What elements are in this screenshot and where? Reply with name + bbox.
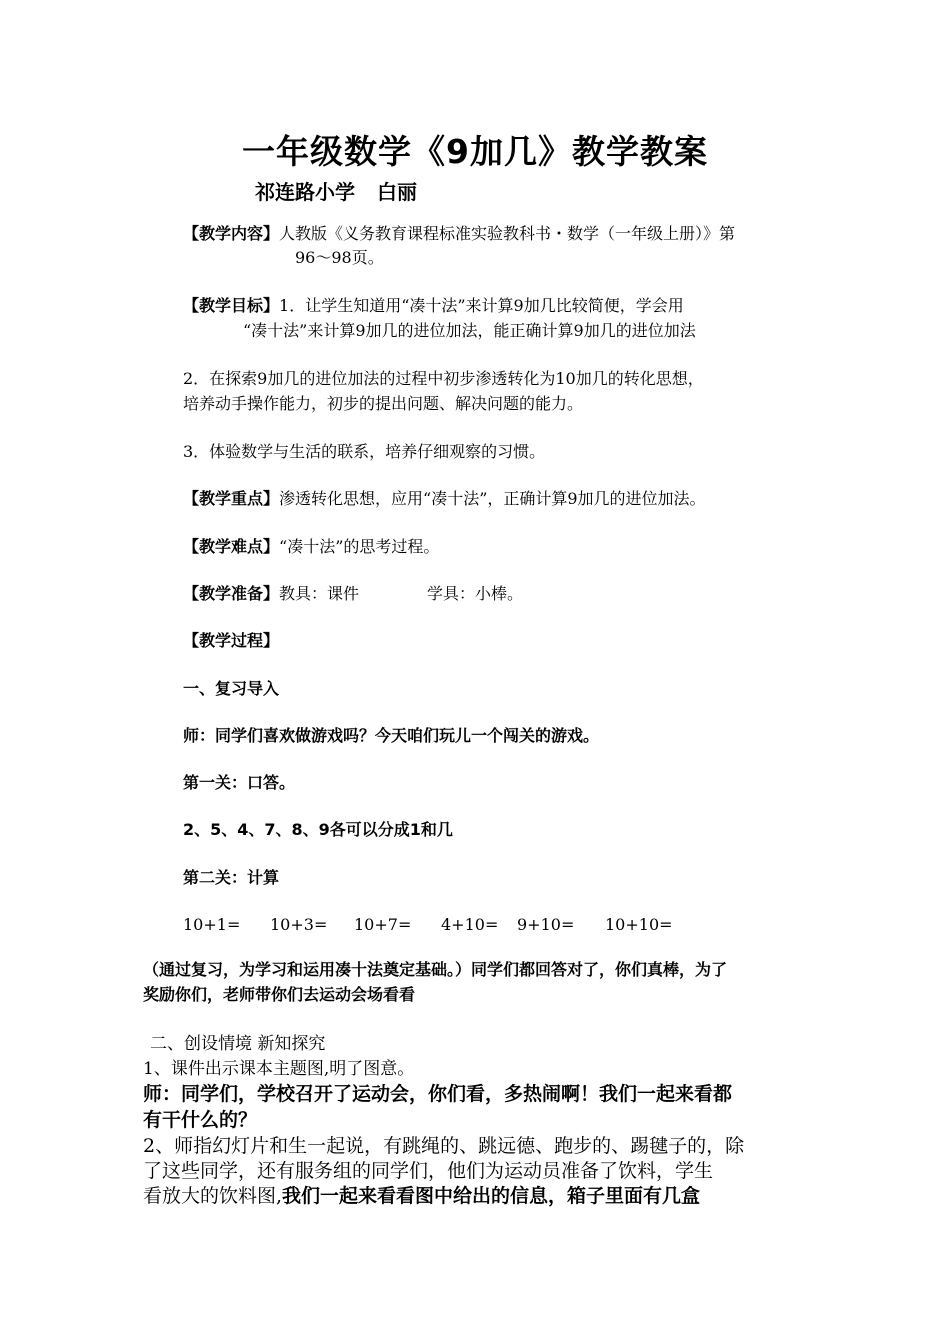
key-point-text: 渗透转化思想，应用“凑十法”，正确计算9加几的进位加法。 [279,489,706,508]
calc-item: 4+10= [441,915,499,934]
level1-heading: 第一关：口答。 [183,773,296,792]
key-point-paragraph [183,487,706,511]
section2-teacher-line1: 师：同学们，学校召开了运动会，你们看，多热闹啊！我们一起来看都 [143,1083,733,1105]
level2-heading: 第二关：计算 [183,868,280,887]
goals-label: 【教学目标】 [183,296,280,315]
difficulty-paragraph [183,535,439,559]
preparation-label: 【教学准备】 [183,584,280,603]
key-point-label: 【教学重点】 [183,489,280,508]
calc-item: 10+1= [183,915,241,934]
content-text-line2: 96～98页。 [295,248,384,267]
goal3: 3．体验数学与生活的联系，培养仔细观察的习惯。 [183,442,546,461]
section2-item2-line3 [143,1183,700,1209]
section1-teacher-line: 师：同学们喜欢做游戏吗？今天咱们玩儿一个闯关的游戏。 [183,726,600,745]
section2-item2-line1: 2、师指幻灯片和生一起说，有跳绳的、跳远德、跑步的、踢毽子的，除 [143,1135,745,1157]
content-label: 【教学内容】 [183,224,280,243]
author-name: 白丽 [377,180,417,204]
preparation-student: 学具：小棒。 [427,584,524,603]
calc-item: 9+10= [517,915,575,934]
calc-item: 10+3= [270,915,328,934]
section2-item1: 1、课件出示课本主题图,明了图意。 [143,1059,415,1079]
calc-item: 10+10= [605,915,673,934]
level1-question: 2、5、4、7、8、9各可以分成1和几 [183,820,453,839]
page-title: 一年级数学《9加几》教学教案 [242,132,708,171]
section2-teacher-line2: 有干什么的？ [143,1109,258,1131]
section1-summary-line2: 奖励你们，老师带你们去运动会场看看 [143,985,416,1004]
difficulty-label: 【教学难点】 [183,537,280,556]
author-school: 祁连路小学 [255,180,355,204]
section2-heading: 二、创设情境 新知探究 [150,1034,326,1054]
preparation-paragraph [183,582,523,606]
section2-item2-line2: 了这些同学，还有服务组的同学们，他们为运动员准备了饮料，学生 [143,1160,714,1182]
goal1-line1: 1．让学生知道用“凑十法”来计算9加几比较简便，学会用 [279,296,684,315]
goals-paragraph [183,294,684,318]
process-label: 【教学过程】 [183,631,280,650]
section1-heading: 一、复习导入 [183,679,280,698]
section2-item2-line3-plain: 看放大的饮料图, [143,1185,283,1207]
content-text-line1: 人教版《义务教育课程标准实验教科书・数学（一年级上册）》第 [279,224,736,243]
goal2-line2: 培养动手操作能力，初步的提出问题、解决问题的能力。 [183,394,584,413]
content-paragraph [183,222,735,246]
goal1-line2: “凑十法”来计算9加几的进位加法，能正确计算9加几的进位加法 [243,321,696,340]
goal2-line1: 2．在探索9加几的进位加法的过程中初步渗透转化为10加几的转化思想， [183,369,704,388]
calc-item: 10+7= [354,915,412,934]
section1-summary-line1: （通过复习，为学习和运用凑十法奠定基础。）同学们都回答对了，你们真棒，为了 [143,960,728,979]
difficulty-text: “凑十法”的思考过程。 [279,537,440,556]
author-line [255,176,417,205]
preparation-teacher: 教具：课件 [279,584,360,603]
section2-item2-line3-bold: 我们一起来看看图中给出的信息，箱子里面有几盒 [282,1185,701,1207]
